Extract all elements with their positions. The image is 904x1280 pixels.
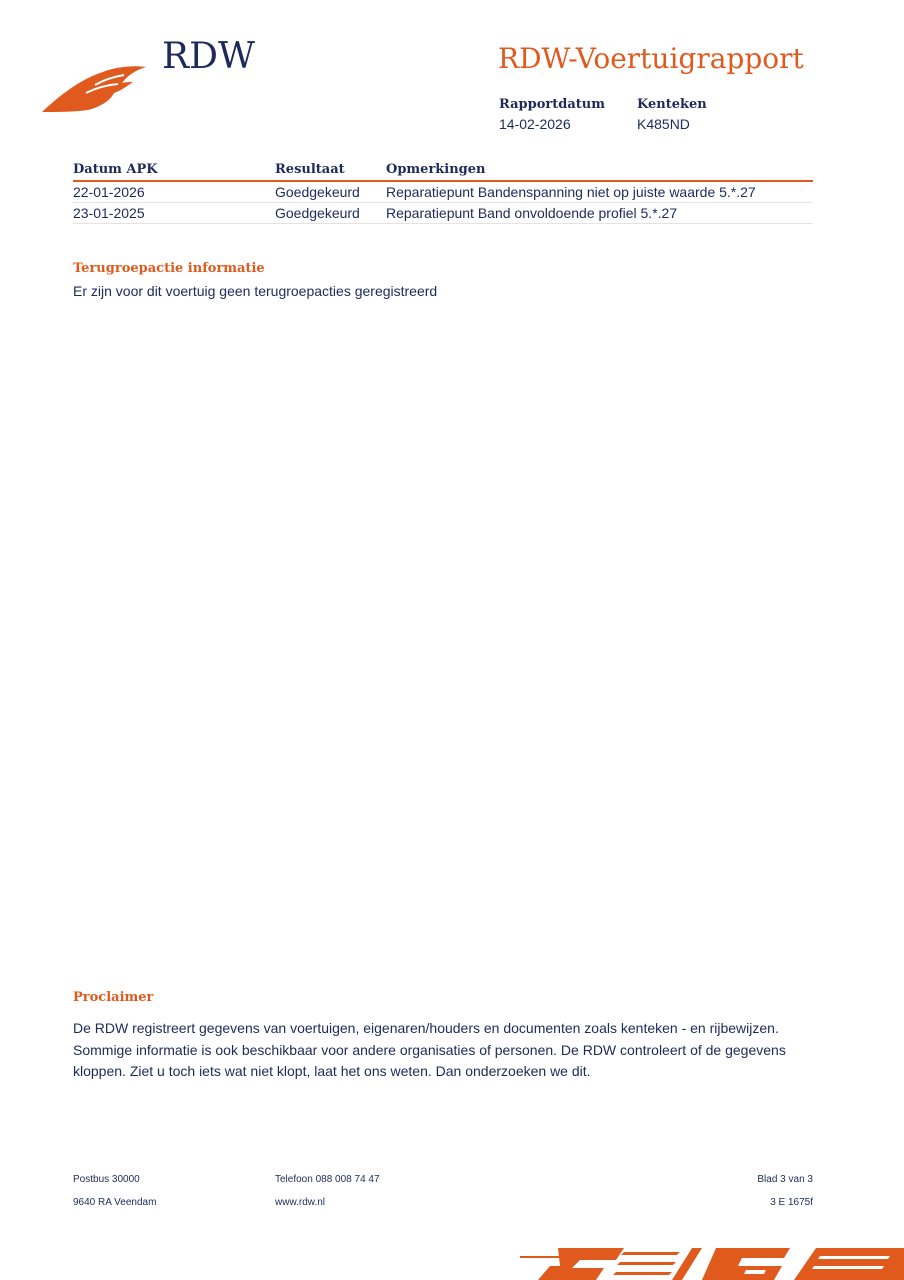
decorative-stripes-icon — [520, 1244, 904, 1280]
recall-title: Terugroepactie informatie — [73, 261, 265, 276]
apk-remark: Reparatiepunt Band onvoldoende profiel 5.*.27 — [386, 203, 813, 224]
column-header-remarks: Opmerkingen — [386, 158, 813, 181]
proclaimer-title: Proclaimer — [73, 990, 154, 1005]
column-header-date: Datum APK — [73, 158, 275, 181]
apk-table — [73, 158, 813, 224]
footer-page-number: Blad 3 van 3 — [757, 1174, 813, 1185]
plate-value: K485ND — [637, 116, 690, 132]
report-date-block — [499, 97, 605, 132]
footer-document-code: 3 E 1675f — [770, 1197, 813, 1208]
apk-result: Goedgekeurd — [275, 203, 386, 224]
footer-postbus: Postbus 30000 — [73, 1174, 140, 1185]
apk-date: 23-01-2025 — [73, 203, 275, 224]
report-date-value: 14-02-2026 — [499, 116, 571, 132]
rdw-logo-icon — [40, 55, 150, 115]
footer-phone: Telefoon 088 008 74 47 — [275, 1174, 380, 1185]
table-row — [73, 203, 813, 224]
proclaimer-text: De RDW registreert gegevens van voertuigen, eigenaren/houders en documenten zoals kenteken - en rijbewijzen. Sommige informatie is ook beschikbaar voor andere organisaties of personen. De RDW controleert of de gegevens kloppen. Ziet u toch iets wat niet klopt, laat het ons weten. Dan onderzoeken we dit. — [73, 1020, 786, 1079]
apk-date: 22-01-2026 — [73, 181, 275, 203]
apk-result: Goedgekeurd — [275, 181, 386, 203]
column-header-result: Resultaat — [275, 158, 386, 181]
logo-text: RDW — [162, 36, 255, 77]
footer-city: 9640 RA Veendam — [73, 1197, 157, 1208]
apk-remark: Reparatiepunt Bandenspanning niet op juiste waarde 5.*.27 — [386, 181, 813, 203]
footer-website[interactable]: www.rdw.nl — [275, 1197, 326, 1208]
report-date-label: Rapportdatum — [499, 97, 605, 112]
table-row — [73, 181, 813, 203]
plate-label: Kenteken — [637, 97, 707, 112]
recall-text: Er zijn voor dit voertuig geen terugroepacties geregistreerd — [73, 283, 438, 299]
plate-block — [637, 97, 707, 132]
table-header-row — [73, 158, 813, 181]
report-title: RDW-Voertuigrapport — [498, 42, 804, 75]
